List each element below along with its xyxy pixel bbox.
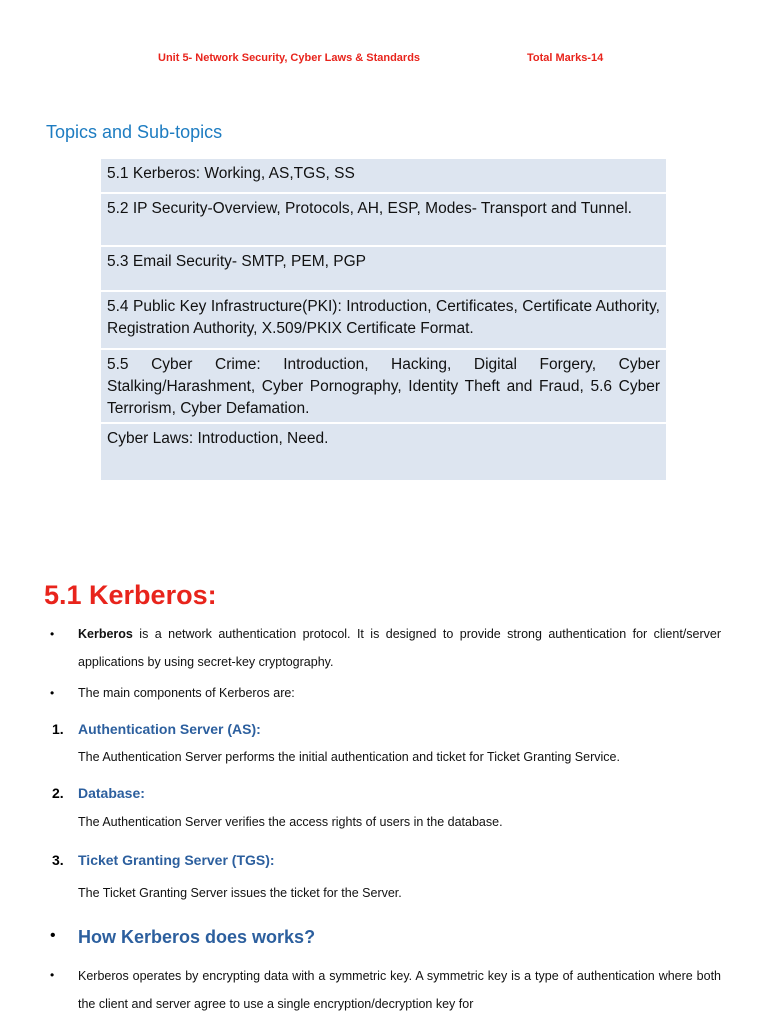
component-title: Ticket Granting Server (TGS): (78, 852, 275, 868)
topic-row: 5.3 Email Security- SMTP, PEM, PGP (101, 247, 666, 292)
topics-table (101, 159, 666, 480)
topic-row: 5.1 Kerberos: Working, AS,TGS, SS (101, 159, 666, 194)
how-kerberos-heading: How Kerberos does works? (78, 927, 316, 947)
bullet-icon: • (50, 686, 55, 700)
component-title: Database: (78, 785, 145, 801)
component-description: The Authentication Server performs the initial authentication and ticket for Ticket Granting Service. (78, 750, 620, 764)
component-title: Authentication Server (AS): (78, 721, 261, 737)
topic-row: Cyber Laws: Introduction, Need. (107, 430, 329, 447)
topic-row: 5.2 IP Security-Overview, Protocols, AH, ESP, Modes- Transport and Tunnel. (101, 194, 666, 247)
component-number: 2. (52, 785, 64, 801)
unit-header: Unit 5- Network Security, Cyber Laws & Standards (158, 52, 421, 64)
topic-row: 5.4 Public Key Infrastructure(PKI): Introduction, Certificates, Certificate Authority, Registration Authority, X.509/PKIX Certificate Format. (101, 292, 666, 350)
section-title: 5.1 Kerberos: (44, 580, 217, 610)
kerberos-intro (78, 620, 721, 676)
component-description: The Authentication Server verifies the access rights of users in the database. (78, 815, 503, 829)
topics-heading: Topics and Sub-topics (46, 122, 223, 142)
bullet-icon: • (50, 627, 55, 641)
how-kerberos-text: Kerberos operates by encrypting data with a symmetric key. A symmetric key is a type of authentication where both the client and server agree to use a single encryption/decryption key for (78, 969, 721, 1011)
kerberos-keyword: Kerberos (78, 627, 133, 641)
kerberos-intro-text: is a network authentication protocol. It is designed to provide strong authentication for client/server applications by using secret-key cryptography. (78, 627, 721, 669)
bullet-icon: • (50, 927, 56, 944)
component-number: 3. (52, 852, 64, 868)
component-number: 1. (52, 721, 64, 737)
bullet-icon: • (50, 968, 55, 982)
total-marks-header: Total Marks-14 (527, 52, 604, 64)
component-description: The Ticket Granting Server issues the ticket for the Server. (78, 886, 402, 900)
components-lead: The main components of Kerberos are: (78, 686, 295, 700)
topic-row: 5.5 Cyber Crime: Introduction, Hacking, Digital Forgery, Cyber Stalking/Harashment, Cyber Pornography, Identity Theft and Fraud, 5.6 Cyber Terrorism, Cyber Defamation. (101, 350, 666, 424)
